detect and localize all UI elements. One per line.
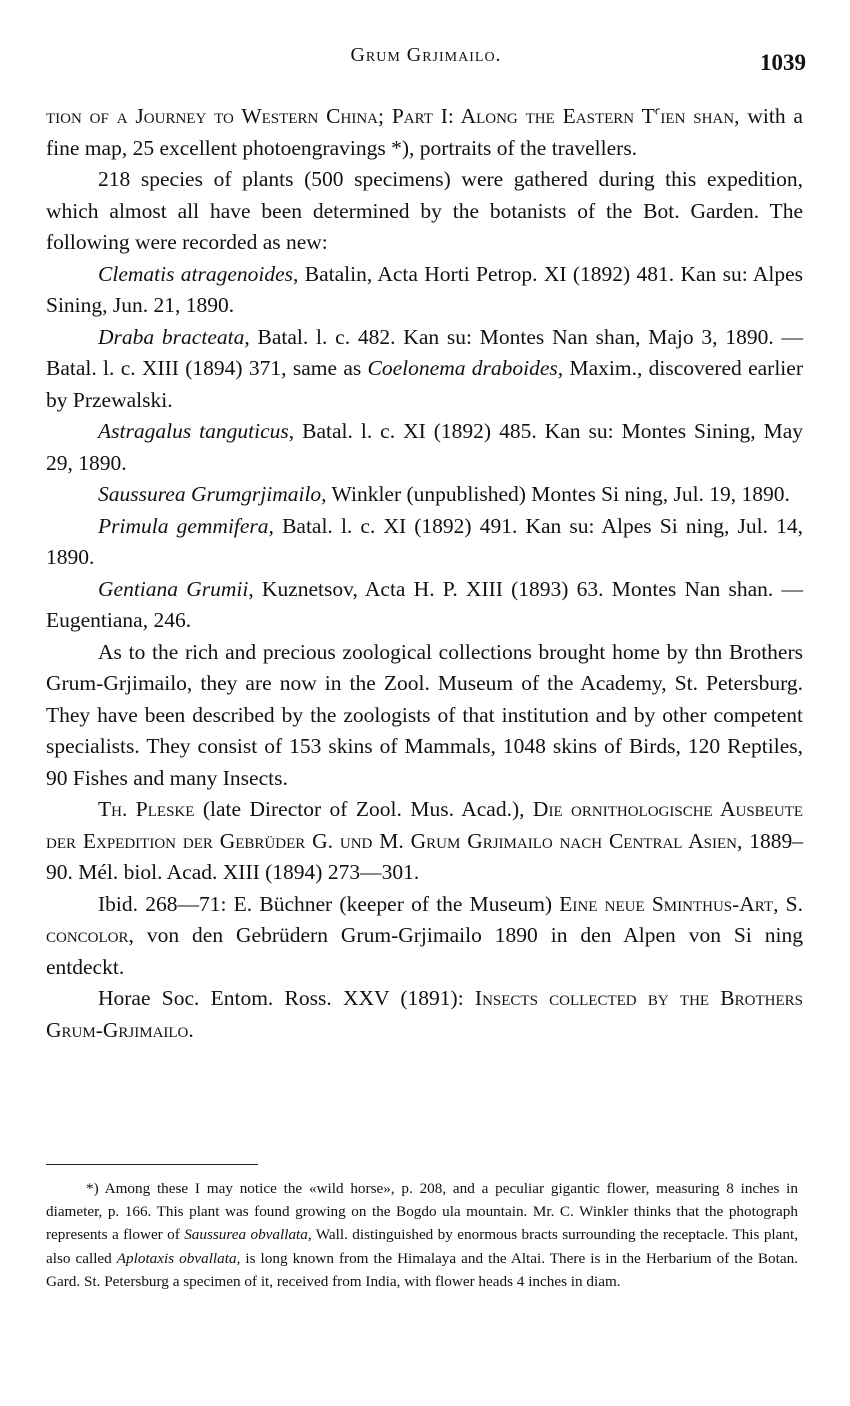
reference-text: , von den Gebrüdern Grum-Grjimailo 1890 in den Alpen von Si ning entdeckt. bbox=[46, 923, 803, 979]
page-header bbox=[46, 40, 806, 80]
species-name: Primula gemmifera, bbox=[98, 513, 274, 538]
footnote-part: *) Among these I may notice the «wild horse», p. 208, and a peculiar gigantic flower, measuring 8 inches in diameter, p. 166. This plant was found growing on the Bogdo ula mountain. Mr. C. Winkler thinks that the photograph represents a flower of bbox=[46, 1180, 798, 1244]
paragraph-zoology: As to the rich and precious zoological collections brought home by thn Brothers Grum-Grjimailo, they are now in the Zool. Museum of the Academy, St. Petersburg. They have been described by the zoologists of that institution and by other competent specialists. They consist of 153 skins of Mammals, 1048 skins of Birds, 120 Reptiles, 90 Fishes and many Insects. bbox=[46, 639, 803, 790]
reference-text: Horae Soc. Entom. Ross. XXV (1891): bbox=[98, 986, 475, 1011]
footnote-part: , Wall. distinguished by enormous bracts surrounding the receptacle. This plant, also called bbox=[46, 1226, 798, 1267]
species-name: Saussurea obvallata bbox=[184, 1226, 308, 1244]
footnote-text bbox=[46, 1177, 798, 1293]
reference-text: , 1889–90. Mél. biol. Acad. XIII (1894) 273—301. bbox=[46, 828, 803, 885]
footnote-rule bbox=[46, 1164, 258, 1165]
species-details: , Batal. l. c. XI (1892) 485. Kan su: Montes Sining, May 29, 1890. bbox=[46, 419, 803, 475]
species-name: Clematis atragenoides bbox=[98, 261, 294, 286]
species-details: Maxim., discovered earlier by Przewalski. bbox=[46, 356, 803, 412]
species-details: , Kuznetsov, Acta H. P. XIII (1893) 63. Montes Nan shan. — Eugentiana, 246. bbox=[46, 576, 803, 633]
species-details: , Batal. l. c. 482. Kan su: Montes Nan shan, Majo 3, 1890. — Batal. l. c. XIII (1894) 371, same as bbox=[46, 324, 803, 381]
species-entry bbox=[46, 479, 803, 511]
body-text bbox=[46, 96, 803, 1046]
reference-entry bbox=[46, 889, 803, 984]
reference-entry bbox=[46, 794, 803, 889]
running-head: Grum Grjimailo. bbox=[350, 44, 502, 66]
book-title-part: ien shan bbox=[660, 104, 735, 129]
species-entry bbox=[46, 322, 803, 417]
species-name: Aplotaxis obvallata bbox=[116, 1249, 237, 1267]
paragraph-journey-title bbox=[46, 96, 803, 164]
species-details: Batal. l. c. XI (1892) 491. Kan su: Alpes Si ning, Jul. 14, 1890. bbox=[46, 513, 803, 570]
paragraph-text: , with a fine map, 25 excellent photoengravings *), portraits of the travellers. bbox=[46, 104, 803, 160]
species-entry bbox=[46, 259, 803, 322]
species-entry bbox=[46, 511, 803, 574]
species-name: Saussurea Grumgrjimailo, bbox=[98, 482, 327, 507]
page-number: 1039 bbox=[760, 50, 806, 75]
reference-text: (late Director of Zool. Mus. Acad.), bbox=[194, 797, 533, 822]
author-name: Th. Pleske bbox=[98, 797, 195, 822]
reference-text: Ibid. 268—71: E. Büchner (keeper of the Museum) bbox=[98, 891, 560, 916]
work-title: Die ornithologische Ausbeute der Expedition der Gebrüder G. und M. Grum Grjimailo nach Central Asien bbox=[46, 797, 803, 853]
paragraph-plants: 218 species of plants (500 specimens) were gathered during this expedition, which almost all have been determined by the botanists of the Bot. Garden. The following were recorded as new: bbox=[46, 167, 803, 255]
species-entry bbox=[46, 574, 803, 637]
species-name: Astragalus tanguticus bbox=[98, 419, 289, 444]
ain-mark: ꜥ bbox=[654, 104, 661, 118]
book-title-part: tion of a Journey to Western China; Part I: Along the Eastern T bbox=[46, 104, 655, 129]
footnote bbox=[46, 1177, 798, 1293]
work-title: Eine neue Sminthus-Art, S. concolor bbox=[46, 891, 803, 948]
species-name: Gentiana Grumii bbox=[98, 576, 249, 601]
footnote-part: , is long known from the Himalaya and the Altai. There is in the Herbarium of the Botan. Gard. St. Petersburg a specimen of it, received from India, with flower heads 4 inches in diam. bbox=[46, 1249, 798, 1290]
species-name: Draba bracteata bbox=[98, 324, 245, 349]
work-title: Insects collected by the Brothers Grum-Grjimailo. bbox=[46, 986, 803, 1042]
reference-entry bbox=[46, 983, 803, 1046]
species-name: Coelonema draboides, bbox=[367, 356, 564, 381]
species-details: , Batalin, Acta Horti Petrop. XI (1892) 481. Kan su: Alpes Sining, Jun. 21, 1890. bbox=[46, 261, 803, 318]
species-entry bbox=[46, 416, 803, 479]
species-details: Winkler (unpublished) Montes Si ning, Jul. 19, 1890. bbox=[326, 482, 790, 507]
